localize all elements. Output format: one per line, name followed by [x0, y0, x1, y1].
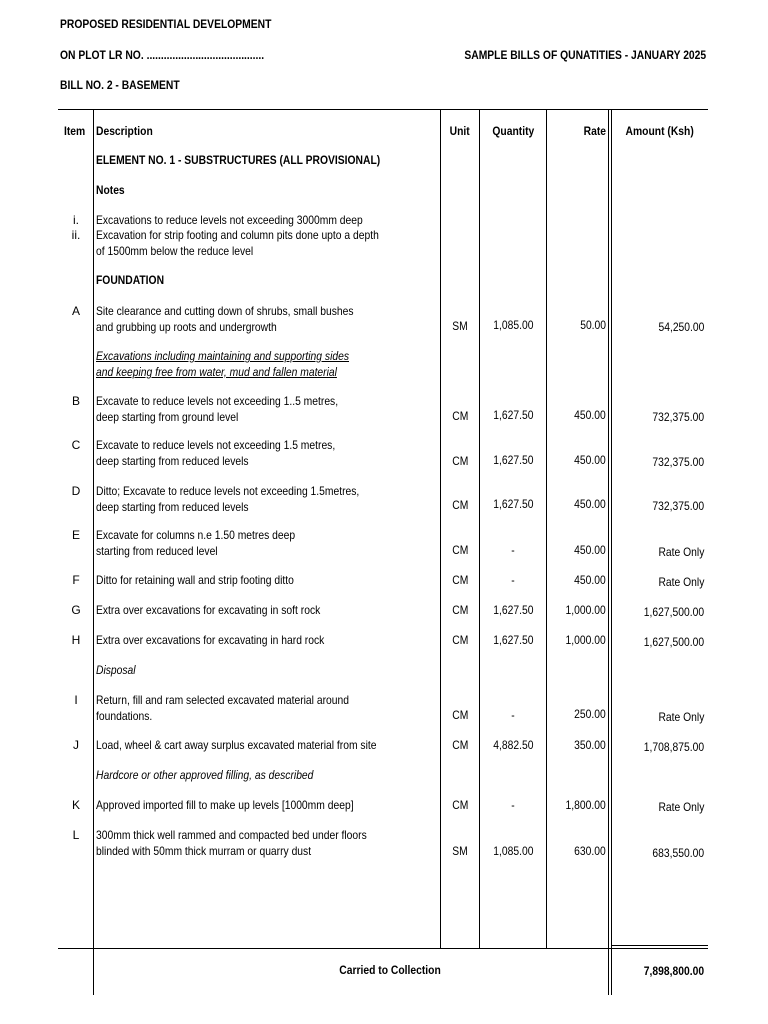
- row-description: Ditto; Excavate to reduce levels not exceeding 1.5metres, deep starting from reduced levels: [96, 484, 360, 514]
- row-rate: 450.00: [574, 543, 606, 557]
- row-unit: CM: [451, 603, 469, 617]
- row-rate: 50.00: [580, 318, 606, 332]
- row-unit: CM: [451, 454, 469, 468]
- col-head-unit: Unit: [449, 124, 471, 138]
- row-quantity: 1,627.50: [492, 633, 534, 647]
- row-description: Excavate to reduce levels not exceeding 1..5 metres, deep starting from ground level: [96, 394, 339, 424]
- row-amount: 1,627,500.00: [643, 605, 704, 619]
- row-rate: 250.00: [574, 707, 606, 721]
- plot-number: ON PLOT LR NO. .........................................: [60, 48, 265, 62]
- row-item-code: C: [71, 438, 81, 452]
- row-rate: 450.00: [574, 453, 606, 467]
- total-amount: 7,898,800.00: [643, 964, 704, 978]
- project-title: PROPOSED RESIDENTIAL DEVELOPMENT: [60, 17, 272, 31]
- total-underline: [612, 945, 708, 946]
- col-head-amount: Amount (Ksh): [625, 124, 695, 138]
- row-amount: 732,375.00: [652, 410, 704, 424]
- row-rate: 350.00: [574, 738, 606, 752]
- row-quantity: -: [511, 708, 515, 722]
- row-quantity: 1,085.00: [492, 844, 534, 858]
- row-description: Return, fill and ram selected excavated material around foundations.: [96, 693, 349, 723]
- row-item-code: B: [71, 394, 80, 408]
- row-item-code: E: [71, 528, 80, 542]
- row-unit: CM: [451, 573, 469, 587]
- row-description: Load, wheel & cart away surplus excavated material from site: [96, 738, 377, 752]
- row-quantity: 1,627.50: [492, 603, 534, 617]
- row-description: Approved imported fill to make up levels [1000mm deep]: [96, 798, 354, 812]
- row-item-code: F: [72, 573, 80, 587]
- row-item-code: I: [74, 693, 78, 707]
- row-unit: CM: [451, 708, 469, 722]
- row-rate: 1,000.00: [565, 633, 606, 647]
- col-head-rate: Rate: [583, 124, 606, 138]
- excavation-note: Excavations including maintaining and supporting sides and keeping free from water, mud and fallen material: [96, 349, 350, 379]
- row-item-code: G: [71, 603, 81, 617]
- row-unit: SM: [452, 844, 468, 858]
- row-unit: CM: [451, 543, 469, 557]
- row-quantity: -: [511, 543, 515, 557]
- row-rate: 450.00: [574, 408, 606, 422]
- row-quantity: 1,627.50: [492, 497, 534, 511]
- row-item-code: H: [71, 633, 81, 647]
- row-description: Extra over excavations for excavating in hard rock: [96, 633, 325, 647]
- row-rate: 630.00: [574, 844, 606, 858]
- row-amount: 683,550.00: [652, 846, 704, 860]
- row-quantity: 1,085.00: [492, 318, 534, 332]
- sample-title: SAMPLE BILLS OF QUNATITIES - JANUARY 2025: [464, 48, 706, 62]
- row-description: Extra over excavations for excavating in soft rock: [96, 603, 321, 617]
- row-quantity: 4,882.50: [492, 738, 534, 752]
- row-quantity: -: [511, 573, 515, 587]
- col-divider-rate: [608, 109, 609, 995]
- carried-to-collection-label: Carried to Collection: [339, 963, 441, 977]
- notes-heading: Notes: [96, 183, 125, 197]
- row-quantity: 1,627.50: [492, 408, 534, 422]
- row-amount: Rate Only: [658, 575, 704, 589]
- row-description: 300mm thick well rammed and compacted bed under floors blinded with 50mm thick murram or quarry dust: [96, 828, 367, 858]
- row-rate: 1,000.00: [565, 603, 606, 617]
- col-divider-desc: [440, 109, 441, 948]
- row-description: Excavate for columns n.e 1.50 metres deep starting from reduced level: [96, 528, 296, 558]
- col-head-quantity: Quantity: [492, 124, 534, 138]
- col-head-description: Description: [96, 124, 153, 138]
- foundation-heading: FOUNDATION: [96, 273, 165, 287]
- col-head-item: Item: [64, 124, 86, 138]
- row-rate: 450.00: [574, 573, 606, 587]
- row-amount: 54,250.00: [658, 320, 704, 334]
- row-amount: Rate Only: [658, 545, 704, 559]
- element-heading: ELEMENT NO. 1 - SUBSTRUCTURES (ALL PROVISIONAL): [96, 153, 381, 167]
- row-unit: CM: [451, 798, 469, 812]
- row-quantity: -: [511, 798, 515, 812]
- col-divider-qty: [546, 109, 547, 948]
- row-description: Ditto for retaining wall and strip footing ditto: [96, 573, 294, 587]
- row-item-code: L: [72, 828, 80, 842]
- note-text: Excavations to reduce levels not exceeding 3000mm deep: [96, 213, 363, 227]
- row-amount: Rate Only: [658, 710, 704, 724]
- row-amount: 732,375.00: [652, 499, 704, 513]
- row-item-code: A: [71, 304, 80, 318]
- row-unit: CM: [451, 409, 469, 423]
- row-amount: 732,375.00: [652, 455, 704, 469]
- col-divider-unit: [479, 109, 480, 948]
- disposal-heading: Disposal: [96, 663, 136, 677]
- row-amount: 1,627,500.00: [643, 635, 704, 649]
- row-item-code: K: [71, 798, 80, 812]
- note-number: ii.: [71, 228, 81, 242]
- note-text: Excavation for strip footing and column pits done upto a depth of 1500mm below the reduce level: [96, 228, 379, 258]
- note-number: i.: [73, 213, 79, 227]
- row-amount: 1,708,875.00: [643, 740, 704, 754]
- hardcore-heading: Hardcore or other approved filling, as described: [96, 768, 314, 782]
- row-description: Excavate to reduce levels not exceeding 1.5 metres, deep starting from reduced levels: [96, 438, 336, 468]
- row-unit: CM: [451, 498, 469, 512]
- row-amount: Rate Only: [658, 800, 704, 814]
- bill-title: BILL NO. 2 - BASEMENT: [60, 78, 180, 92]
- row-description: Site clearance and cutting down of shrubs, small bushes and grubbing up roots and undergrowth: [96, 304, 354, 334]
- row-rate: 1,800.00: [565, 798, 606, 812]
- row-rate: 450.00: [574, 497, 606, 511]
- row-unit: SM: [452, 319, 468, 333]
- row-item-code: J: [73, 738, 79, 752]
- row-unit: CM: [451, 738, 469, 752]
- row-quantity: 1,627.50: [492, 453, 534, 467]
- row-unit: CM: [451, 633, 469, 647]
- row-item-code: D: [71, 484, 81, 498]
